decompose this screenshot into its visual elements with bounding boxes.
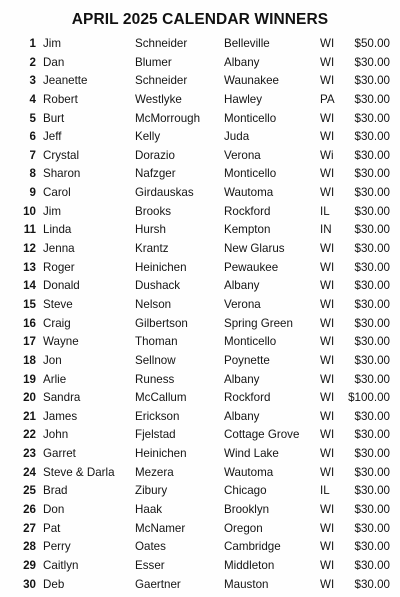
winner-state: WI (320, 409, 335, 423)
winner-city: Juda (224, 130, 250, 144)
winner-row (0, 240, 400, 259)
winner-state: WI (320, 447, 335, 461)
winner-state: WI (320, 130, 335, 144)
winner-state: WI (320, 260, 335, 274)
winner-number: 11 (23, 223, 36, 237)
winner-row (0, 128, 400, 147)
winner-state: WI (320, 372, 335, 386)
winner-amount: $30.00 (354, 428, 390, 442)
winner-city: Poynette (224, 353, 270, 367)
winner-number: 29 (23, 558, 36, 572)
winner-amount: $30.00 (354, 242, 390, 256)
winner-last-name: Dushack (135, 279, 181, 293)
winner-amount: $100.00 (348, 391, 390, 405)
winner-amount: $30.00 (354, 204, 390, 218)
winner-number: 23 (23, 447, 36, 461)
winner-city: Rockford (224, 391, 271, 405)
winner-row (0, 482, 400, 501)
winner-last-name: Schneider (135, 37, 188, 50)
winner-first-name: Arlie (43, 372, 67, 386)
page-title: APRIL 2025 CALENDAR WINNERS (71, 11, 329, 28)
winner-row (0, 54, 400, 73)
winner-first-name: Caitlyn (43, 558, 79, 572)
winner-city: Belleville (224, 37, 270, 50)
winner-first-name: Crystal (43, 148, 80, 162)
winner-first-name: Jim (43, 37, 62, 50)
winner-row (0, 576, 400, 595)
winner-number: 16 (23, 316, 36, 330)
winner-city: Chicago (224, 484, 267, 498)
winner-last-name: Zibury (135, 484, 168, 498)
winner-row (0, 296, 400, 315)
winner-row (0, 259, 400, 278)
winner-city: Kempton (224, 223, 271, 237)
winner-state: WI (320, 167, 335, 181)
winner-row (0, 184, 400, 203)
winner-last-name: Heinichen (135, 447, 187, 461)
winner-last-name: Nafzger (135, 167, 176, 181)
winner-state: WI (320, 465, 335, 479)
winner-city: Verona (224, 297, 261, 311)
winner-city: Pewaukee (224, 260, 279, 274)
winner-row (0, 221, 400, 240)
winner-last-name: Westlyke (135, 92, 182, 106)
winner-state: WI (320, 521, 335, 535)
winner-first-name: Jim (43, 204, 62, 218)
winner-row (0, 464, 400, 483)
winner-number: 17 (23, 335, 36, 349)
winner-first-name: Robert (43, 92, 78, 106)
winner-number: 9 (29, 186, 36, 200)
winner-number: 24 (23, 465, 36, 479)
winner-number: 2 (29, 55, 36, 69)
winner-amount: $30.00 (354, 55, 390, 69)
winner-number: 13 (23, 260, 36, 274)
winner-row (0, 72, 400, 91)
winner-last-name: Gaertner (135, 577, 181, 591)
winner-amount: $30.00 (354, 74, 390, 88)
winner-row (0, 110, 400, 129)
winner-row (0, 501, 400, 520)
winner-state: WI (320, 391, 335, 405)
winner-first-name: Sharon (43, 167, 81, 181)
winner-amount: $30.00 (354, 297, 390, 311)
winner-row (0, 557, 400, 576)
winner-amount: $30.00 (354, 484, 390, 498)
winner-last-name: Hursh (135, 223, 166, 237)
winner-last-name: Dorazio (135, 148, 175, 162)
winner-amount: $30.00 (354, 409, 390, 423)
winner-city: Albany (224, 372, 260, 386)
winner-amount: $50.00 (354, 37, 390, 50)
winner-state: WI (320, 335, 335, 349)
winner-row (0, 352, 400, 371)
winner-amount: $30.00 (354, 130, 390, 144)
winner-city: Wind Lake (224, 447, 279, 461)
winner-row (0, 389, 400, 408)
winner-amount: $30.00 (354, 465, 390, 479)
winner-city: New Glarus (224, 242, 285, 256)
winner-state: IL (320, 484, 330, 498)
winner-first-name: Jon (43, 353, 62, 367)
winner-city: Spring Green (224, 316, 293, 330)
winner-state: WI (320, 37, 335, 50)
winner-city: Verona (224, 148, 261, 162)
winner-row (0, 277, 400, 296)
winner-amount: $30.00 (354, 353, 390, 367)
winner-state: WI (320, 111, 335, 125)
winner-last-name: Blumer (135, 55, 172, 69)
winner-row (0, 408, 400, 427)
winner-row (0, 538, 400, 557)
winner-city: Wautoma (224, 465, 274, 479)
winner-number: 27 (23, 521, 36, 535)
winner-amount: $30.00 (354, 447, 390, 461)
winner-last-name: Girdauskas (135, 186, 194, 200)
winner-state: WI (320, 428, 335, 442)
winner-state: WI (320, 353, 335, 367)
winner-row (0, 35, 400, 54)
winner-last-name: Brooks (135, 204, 172, 218)
winner-first-name: Steve (43, 297, 73, 311)
winner-city: Albany (224, 409, 260, 423)
winner-amount: $30.00 (354, 167, 390, 181)
winner-amount: $30.00 (354, 503, 390, 517)
winner-last-name: Gilbertson (135, 316, 188, 330)
winner-city: Waunakee (224, 74, 279, 88)
winner-amount: $30.00 (354, 521, 390, 535)
winner-city: Hawley (224, 92, 263, 106)
winner-last-name: Erickson (135, 409, 180, 423)
winner-last-name: Runess (135, 372, 175, 386)
winner-city: Monticello (224, 111, 277, 125)
winner-last-name: Oates (135, 540, 166, 554)
winner-state: WI (320, 577, 335, 591)
winner-state: WI (320, 297, 335, 311)
winner-amount: $30.00 (354, 540, 390, 554)
winner-number: 25 (23, 484, 36, 498)
winner-first-name: Dan (43, 55, 65, 69)
winner-amount: $30.00 (354, 335, 390, 349)
winner-city: Brooklyn (224, 503, 270, 517)
winner-amount: $30.00 (354, 111, 390, 125)
winner-first-name: Jenna (43, 242, 75, 256)
winner-city: Monticello (224, 167, 277, 181)
winner-last-name: McMorrough (135, 111, 201, 125)
winner-last-name: Kelly (135, 130, 161, 144)
winner-number: 1 (29, 37, 36, 50)
winner-first-name: Pat (43, 521, 61, 535)
winner-first-name: Deb (43, 577, 65, 591)
winner-state: WI (320, 540, 335, 554)
winner-first-name: Linda (43, 223, 72, 237)
winner-first-name: Roger (43, 260, 75, 274)
winner-state: PA (320, 92, 335, 106)
winner-number: 26 (23, 503, 36, 517)
winner-last-name: Haak (135, 503, 163, 517)
winner-row (0, 91, 400, 110)
winner-first-name: Brad (43, 484, 68, 498)
winner-amount: $30.00 (354, 148, 390, 162)
winner-number: 22 (23, 428, 36, 442)
winner-row (0, 165, 400, 184)
winner-first-name: Don (43, 503, 65, 517)
winner-amount: $30.00 (354, 316, 390, 330)
winner-first-name: John (43, 428, 69, 442)
winner-last-name: Fjelstad (135, 428, 176, 442)
winner-state: WI (320, 242, 335, 256)
winner-first-name: Wayne (43, 335, 79, 349)
winner-first-name: Carol (43, 186, 71, 200)
winner-amount: $30.00 (354, 558, 390, 572)
winner-state: Wi (320, 148, 334, 162)
winner-city: Cottage Grove (224, 428, 300, 442)
winner-first-name: Garret (43, 447, 76, 461)
winner-city: Albany (224, 55, 260, 69)
winner-amount: $30.00 (354, 372, 390, 386)
winner-number: 12 (23, 242, 36, 256)
winner-first-name: Perry (43, 540, 71, 554)
winner-number: 19 (23, 372, 36, 386)
winner-state: WI (320, 558, 335, 572)
winner-last-name: Esser (135, 558, 165, 572)
winner-number: 28 (23, 540, 36, 554)
winner-first-name: Donald (43, 279, 80, 293)
winner-row (0, 445, 400, 464)
winner-city: Cambridge (224, 540, 281, 554)
winner-number: 6 (29, 130, 36, 144)
winner-first-name: Sandra (43, 391, 81, 405)
winner-amount: $30.00 (354, 223, 390, 237)
winner-number: 21 (23, 409, 36, 423)
winner-first-name: Jeff (43, 130, 62, 144)
winner-number: 30 (23, 577, 36, 591)
winner-amount: $30.00 (354, 279, 390, 293)
winner-last-name: Krantz (135, 242, 169, 256)
winner-number: 20 (23, 391, 36, 405)
winner-state: WI (320, 316, 335, 330)
winner-city: Middleton (224, 558, 275, 572)
winner-state: IL (320, 204, 330, 218)
winner-first-name: James (43, 409, 78, 423)
winner-state: WI (320, 186, 335, 200)
winner-number: 18 (23, 353, 36, 367)
winner-state: WI (320, 74, 335, 88)
winner-last-name: Heinichen (135, 260, 187, 274)
winner-number: 4 (29, 92, 36, 106)
winner-city: Wautoma (224, 186, 274, 200)
winner-number: 5 (29, 111, 36, 125)
winner-city: Albany (224, 279, 260, 293)
winner-state: IN (320, 223, 332, 237)
winner-row (0, 371, 400, 390)
winner-first-name: Burt (43, 111, 65, 125)
winner-city: Rockford (224, 204, 271, 218)
winner-number: 3 (29, 74, 36, 88)
winner-first-name: Craig (43, 316, 71, 330)
winner-amount: $30.00 (354, 92, 390, 106)
winner-state: WI (320, 55, 335, 69)
winner-number: 10 (23, 204, 36, 218)
winner-last-name: McCallum (135, 391, 187, 405)
winner-amount: $30.00 (354, 186, 390, 200)
winner-row (0, 203, 400, 222)
winner-last-name: Mezera (135, 465, 174, 479)
winner-row (0, 147, 400, 166)
winner-last-name: Thoman (135, 335, 178, 349)
winner-number: 15 (23, 297, 36, 311)
winner-first-name: Steve & Darla (43, 465, 115, 479)
winner-first-name: Jeanette (43, 74, 88, 88)
winner-city: Monticello (224, 335, 277, 349)
winner-state: WI (320, 279, 335, 293)
winner-last-name: Sellnow (135, 353, 176, 367)
winner-amount: $30.00 (354, 260, 390, 274)
winner-last-name: McNamer (135, 521, 186, 535)
winner-row (0, 315, 400, 334)
winner-city: Oregon (224, 521, 263, 535)
winner-amount: $30.00 (354, 577, 390, 591)
winner-city: Mauston (224, 577, 269, 591)
winner-number: 7 (29, 148, 36, 162)
winner-number: 14 (23, 279, 36, 293)
winner-state: WI (320, 503, 335, 517)
winners-list (0, 35, 400, 594)
winner-last-name: Nelson (135, 297, 172, 311)
winner-row (0, 520, 400, 539)
winner-number: 8 (29, 167, 36, 181)
winner-row (0, 333, 400, 352)
winner-row (0, 426, 400, 445)
winner-last-name: Schneider (135, 74, 188, 88)
